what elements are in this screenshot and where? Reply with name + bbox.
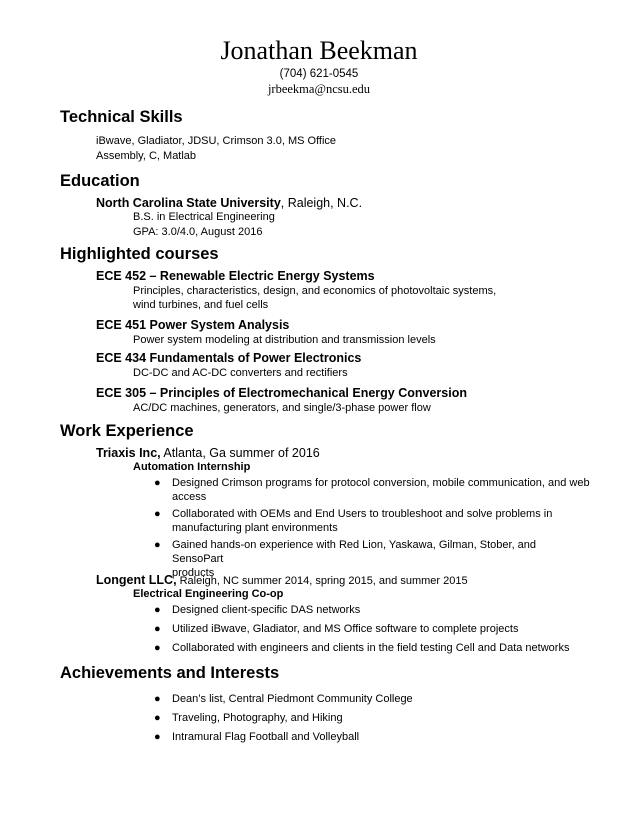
bullet-icon: ● — [154, 712, 161, 724]
technical-skills-heading: Technical Skills — [60, 108, 183, 126]
bullet-icon: ● — [154, 642, 161, 654]
job-bullet-list — [150, 476, 590, 583]
bullet-icon: ● — [154, 477, 161, 489]
achievements-list — [150, 692, 590, 747]
course-description: Principles, characteristics, design, and economics of photovoltaic systems, — [133, 285, 497, 297]
bullet-icon: ● — [154, 604, 161, 616]
job-role: Automation Internship — [133, 461, 251, 473]
course-title: ECE 434 Fundamentals of Power Electronics — [96, 351, 362, 365]
bullet-icon: ● — [154, 508, 161, 520]
candidate-name: Jonathan Beekman — [220, 36, 418, 65]
email-address: jrbeekma@ncsu.edu — [267, 82, 371, 96]
gpa: GPA: 3.0/4.0, August 2016 — [133, 226, 263, 238]
course-description: wind turbines, and fuel cells — [133, 299, 269, 311]
bullet-icon: ● — [154, 623, 161, 635]
skills-line-2: Assembly, C, Matlab — [96, 150, 197, 162]
job-role: Electrical Engineering Co-op — [133, 588, 284, 600]
list-item: ● Collaborated with engineers and clients in the field testing Cell and Data networks — [154, 642, 570, 654]
achievements-heading: Achievements and Interests — [60, 664, 280, 682]
bullet-icon: ● — [154, 731, 161, 743]
bullet-icon: ● — [154, 693, 161, 705]
list-item: ● Collaborated with OEMs and End Users to troubleshoot and solve problems in manufacturing plant environments — [154, 508, 553, 534]
list-item: ● Dean’s list, Central Piedmont Community College — [154, 693, 413, 705]
course-description: DC-DC and AC-DC converters and rectifiers — [133, 367, 348, 379]
courses-heading: Highlighted courses — [60, 245, 219, 263]
course-title: ECE 305 – Principles of Electromechanical Energy Conversion — [96, 386, 467, 400]
school-location: , Raleigh, N.C. — [280, 196, 363, 210]
course-description: Power system modeling at distribution and transmission levels — [133, 334, 436, 346]
list-item: ● Traveling, Photography, and Hiking — [154, 712, 343, 724]
work-experience-heading: Work Experience — [60, 422, 194, 440]
job-header — [96, 446, 320, 460]
list-item: ● Designed Crimson programs for protocol conversion, mobile communication, and web access — [154, 477, 590, 503]
phone-number: (704) 621-0545 — [279, 68, 359, 80]
job-details: Raleigh, NC summer 2014, spring 2015, and summer 2015 — [176, 575, 468, 587]
job-bullet-list — [150, 603, 590, 658]
course-title: ECE 452 – Renewable Electric Energy Systems — [96, 269, 375, 283]
bullet-icon: ● — [154, 539, 161, 551]
skills-line-1: iBwave, Gladiator, JDSU, Crimson 3.0, MS Office — [96, 135, 337, 147]
school-name: North Carolina State University — [96, 196, 281, 210]
course-description: AC/DC machines, generators, and single/3-phase power flow — [133, 402, 431, 414]
degree: B.S. in Electrical Engineering — [133, 211, 275, 223]
school-line — [96, 196, 362, 210]
company-name: Triaxis Inc, — [96, 446, 161, 460]
list-item: ● Designed client-specific DAS networks — [154, 604, 361, 616]
job-details: Atlanta, Ga summer of 2016 — [160, 446, 320, 460]
list-item: ● Intramural Flag Football and Volleyball — [154, 731, 360, 743]
job-header — [96, 573, 468, 587]
course-title: ECE 451 Power System Analysis — [96, 318, 290, 332]
list-item: ● Gained hands-on experience with Red Lion, Yaskawa, Gilman, Stober, and SensoPart products — [154, 539, 537, 579]
company-name: Longent LLC, — [96, 573, 177, 587]
list-item: ● Utilized iBwave, Gladiator, and MS Office software to complete projects — [154, 623, 519, 635]
education-heading: Education — [60, 172, 140, 190]
